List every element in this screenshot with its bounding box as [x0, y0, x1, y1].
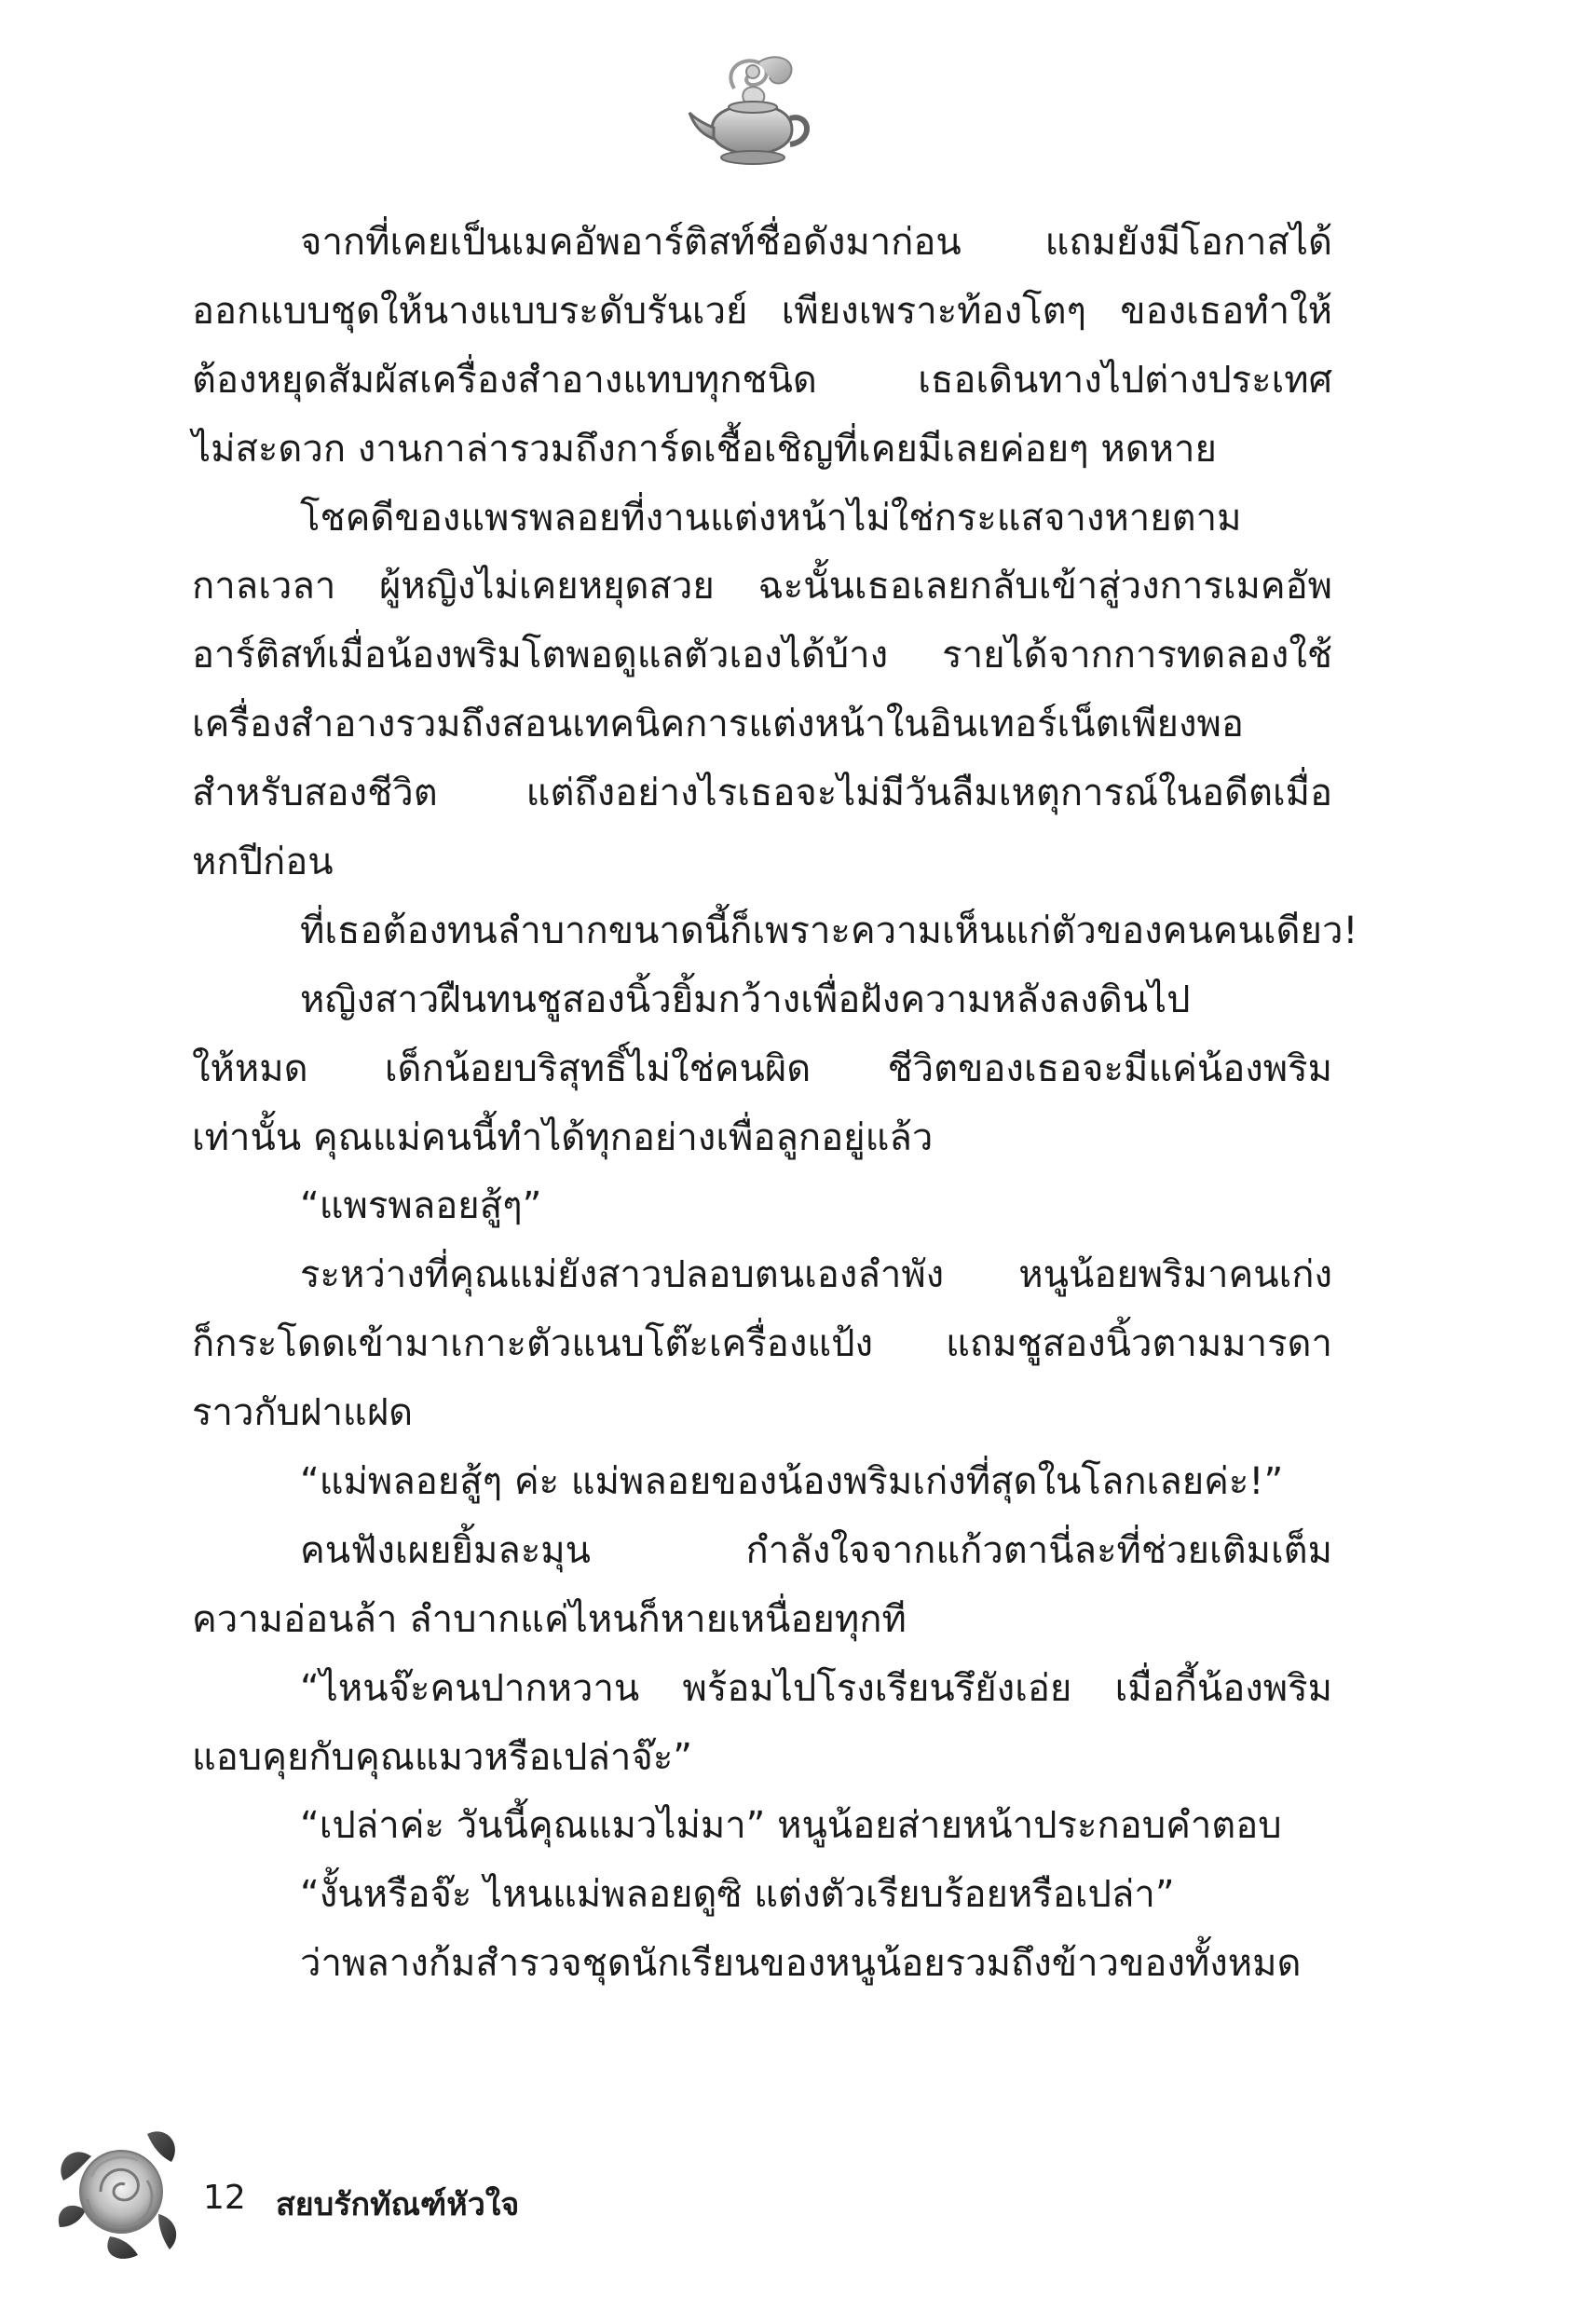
text-line: ให้หมด เด็กน้อยบริสุทธิ์ไม่ใช่คนผิด ชีวิตของเธอจะมีแค่น้องพริม: [192, 1046, 1332, 1090]
text-line: คนฟังเผยยิ้มละมุน กำลังใจจากแก้วตานี่ละที่ช่วยเติมเต็ม: [300, 1528, 1332, 1572]
text-line: ออกแบบชุดให้นางแบบระดับรันเวย์ เพียงเพราะท้องโตๆ ของเธอทำให้: [192, 289, 1332, 333]
text-line: สำหรับสองชีวิต แต่ถึงอย่างไรเธอจะไม่มีวันลืมเหตุการณ์ในอดีตเมื่อ: [192, 772, 1332, 815]
rose-icon: [54, 2125, 184, 2264]
text-line: “แพรพลอยสู้ๆ”: [300, 1184, 542, 1228]
text-line: โชคดีของแพรพลอยที่งานแต่งหน้าไม่ใช่กระแสจางหายตาม: [300, 496, 1242, 540]
body-text: [192, 209, 1358, 1999]
teapot-cupid-ornament-icon: [686, 51, 816, 168]
text-line: “เปล่าค่ะ วันนี้คุณแมวไม่มา” หนูน้อยส่ายหน้าประกอบคำตอบ: [300, 1804, 1282, 1848]
text-line: ต้องหยุดสัมผัสเครื่องสำอางแทบทุกชนิด เธอเดินทางไปต่างประเทศ: [192, 358, 1332, 402]
text-line: “งั้นหรือจ๊ะ ไหนแม่พลอยดูซิ แต่งตัวเรียบร้อยหรือเปล่า”: [300, 1873, 1175, 1917]
text-line: หกปีก่อน: [192, 841, 334, 884]
text-line: ว่าพลางก้มสำรวจชุดนักเรียนของหนูน้อยรวมถึงข้าวของทั้งหมด: [300, 1942, 1302, 1986]
text-line: “ไหนจ๊ะคนปากหวาน พร้อมไปโรงเรียนรึยังเอ่ย เมื่อกี้น้องพริม: [300, 1666, 1332, 1710]
text-line: เท่านั้น คุณแม่คนนี้ทำได้ทุกอย่างเพื่อลูกอยู่แล้ว: [192, 1115, 934, 1159]
text-line: “แม่พลอยสู้ๆ ค่ะ แม่พลอยของน้องพริมเก่งที่สุดในโลกเลยค่ะ!”: [300, 1460, 1284, 1504]
text-line: อาร์ติสท์เมื่อน้องพริมโตพอดูแลตัวเองได้บ้าง รายได้จากการทดลองใช้: [192, 634, 1332, 677]
text-line: แอบคุยกับคุณแมวหรือเปล่าจ๊ะ”: [192, 1735, 693, 1779]
text-line: ที่เธอต้องทนลำบากขนาดนี้ก็เพราะความเห็นแก่ตัวของคนคนเดียว!: [300, 909, 1358, 952]
text-line: ก็กระโดดเข้ามาเกาะตัวแนบโต๊ะเครื่องแป้ง แถมชูสองนิ้วตามมารดา: [192, 1322, 1332, 1366]
text-line: ราวกับฝาแฝด: [192, 1391, 414, 1435]
text-line: หญิงสาวฝืนทนชูสองนิ้วยิ้มกว้างเพื่อฝังความหลังลงดินไป: [300, 978, 1191, 1021]
page-number: 12: [203, 2179, 246, 2217]
text-line: จากที่เคยเป็นเมคอัพอาร์ติสท์ชื่อดังมาก่อน แถมยังมีโอกาสได้: [300, 221, 1332, 264]
page-footer: [0, 2125, 1596, 2311]
text-line: ระหว่างที่คุณแม่ยังสาวปลอบตนเองลำพัง หนูน้อยพริมาคนเก่ง: [300, 1253, 1332, 1297]
text-line: เครื่องสำอางรวมถึงสอนเทคนิคการแต่งหน้าในอินเทอร์เน็ตเพียงพอ: [192, 703, 1244, 746]
text-line: กาลเวลา ผู้หญิงไม่เคยหยุดสวย ฉะนั้นเธอเลยกลับเข้าสู่วงการเมคอัพ: [192, 565, 1332, 609]
book-title: สยบรักทัณฑ์หัวใจ: [276, 2186, 520, 2223]
text-line: ไม่สะดวก งานกาล่ารวมถึงการ์ดเชื้อเชิญที่เคยมีเลยค่อยๆ หดหาย: [192, 427, 1217, 471]
text-line: ความอ่อนล้า ลำบากแค่ไหนก็หายเหนื่อยทุกที: [192, 1597, 907, 1641]
